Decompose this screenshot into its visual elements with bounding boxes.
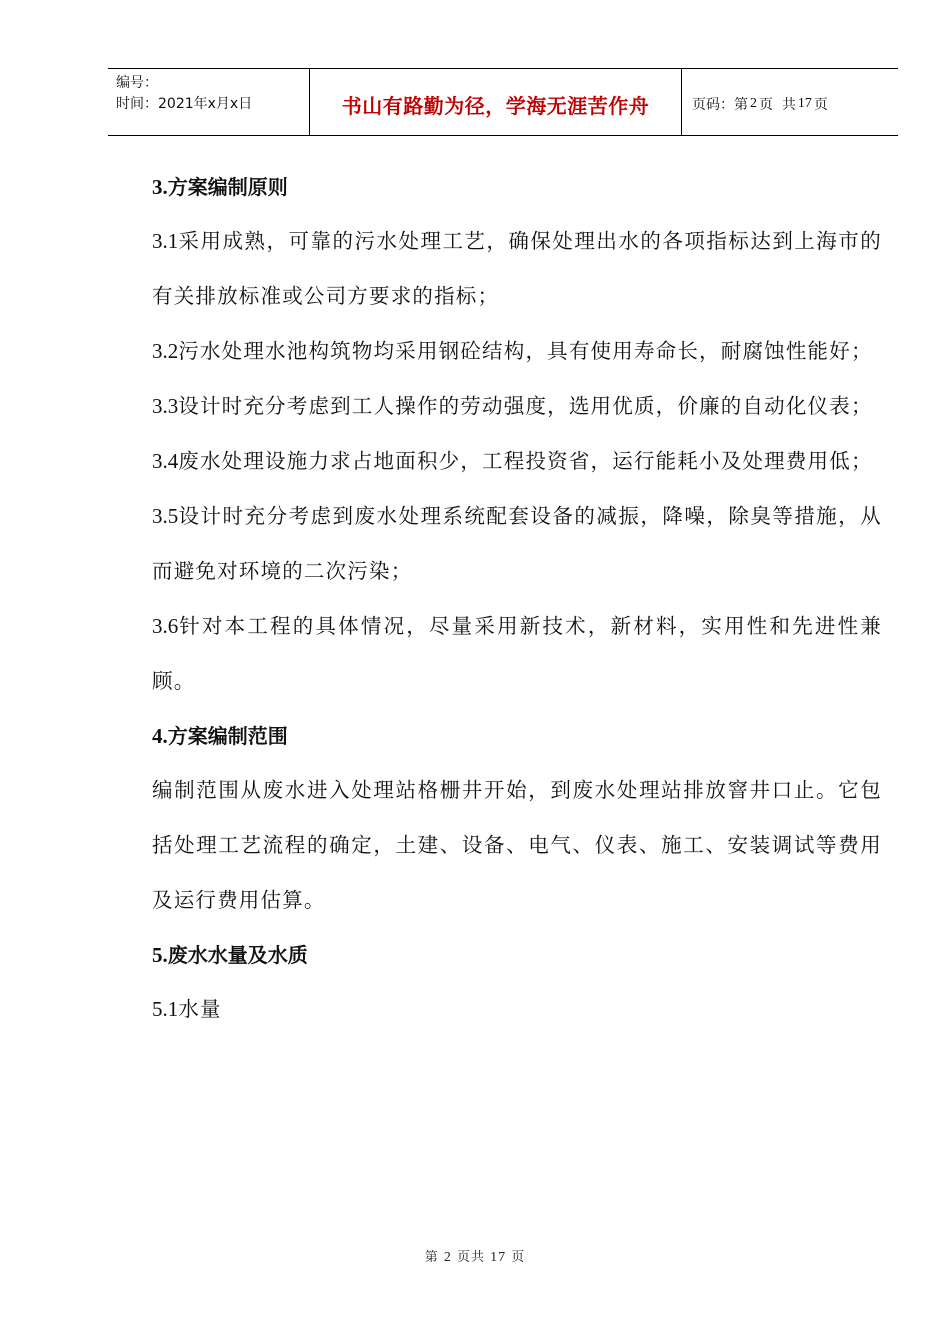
header-page-suffix: 页 — [813, 97, 828, 113]
subsection-5-1 — [152, 982, 882, 1037]
item-3-5-text: 设计时充分考虑到废水处理系统配套设备的减振，降噪，除臭等措施，从而避免对环境的二次污染； — [152, 504, 882, 583]
section-4-heading — [152, 709, 882, 763]
section-5-number: 5. — [152, 943, 168, 967]
section-5-heading — [152, 928, 882, 982]
item-3-5 — [152, 489, 882, 599]
item-3-3-text: 设计时充分考虑到工人操作的劳动强度，选用优质，价廉的自动化仪表； — [178, 394, 873, 418]
footer-suffix: 页 — [511, 1250, 526, 1265]
section-5-title: 废水水量及水质 — [167, 943, 308, 967]
item-3-6-text: 针对本工程的具体情况，尽量采用新技术，新材料，实用性和先进性兼顾。 — [152, 614, 882, 693]
item-3-2-number: 3.2 — [152, 339, 179, 363]
item-3-6-number: 3.6 — [152, 614, 179, 638]
item-3-5-number: 3.5 — [152, 504, 179, 528]
header-page-total: 17 — [797, 96, 812, 111]
item-3-2-text: 污水处理水池构筑物均采用钢砼结构，具有使用寿命长，耐腐蚀性能好； — [178, 339, 873, 363]
header-page-prefix: 页码：第 — [692, 97, 748, 113]
header-page-mid: 页 共 — [759, 97, 796, 113]
item-3-4 — [152, 434, 882, 489]
item-3-1-number: 3.1 — [152, 229, 179, 253]
header-id-label: 编号： — [116, 75, 158, 91]
page-footer — [0, 1246, 950, 1266]
item-3-3 — [152, 379, 882, 434]
header-time-label: 时间：2021年x月x日 — [116, 96, 253, 112]
page-header — [108, 68, 898, 136]
document-body — [152, 160, 882, 1037]
footer-prefix: 第 — [424, 1250, 439, 1265]
header-page-cell — [682, 69, 898, 135]
footer-mid: 页共 — [456, 1250, 485, 1265]
item-3-6 — [152, 599, 882, 709]
header-meta-cell — [108, 69, 310, 135]
item-3-4-number: 3.4 — [152, 449, 179, 473]
item-3-2 — [152, 324, 882, 379]
subsection-5-1-number: 5.1 — [152, 997, 179, 1021]
section-3-title: 方案编制原则 — [167, 175, 288, 199]
item-3-1-text: 采用成熟，可靠的污水处理工艺，确保处理出水的各项指标达到上海市的有关排放标准或公司方要求的指标； — [152, 229, 882, 308]
section-4-paragraph: 编制范围从废水进入处理站格栅井开始，到废水处理站排放窨井口止。它包括处理工艺流程的确定，土建、设备、电气、仪表、施工、安装调试等费用及运行费用估算。 — [152, 778, 882, 912]
header-motto-cell — [310, 69, 682, 135]
footer-page-current: 2 — [443, 1250, 452, 1265]
item-3-4-text: 废水处理设施力求占地面积少，工程投资省，运行能耗小及处理费用低； — [178, 449, 873, 473]
item-3-3-number: 3.3 — [152, 394, 179, 418]
footer-page-total: 17 — [490, 1250, 507, 1265]
header-page-current: 2 — [750, 96, 757, 111]
section-3-number: 3. — [152, 175, 168, 199]
header-motto: 书山有路勤为径，学海无涯苦作舟 — [341, 93, 650, 118]
item-3-1 — [152, 214, 882, 324]
section-4-title: 方案编制范围 — [167, 724, 288, 748]
section-4-number: 4. — [152, 724, 168, 748]
subsection-5-1-title: 水量 — [178, 997, 222, 1021]
section-3-heading — [152, 160, 882, 214]
